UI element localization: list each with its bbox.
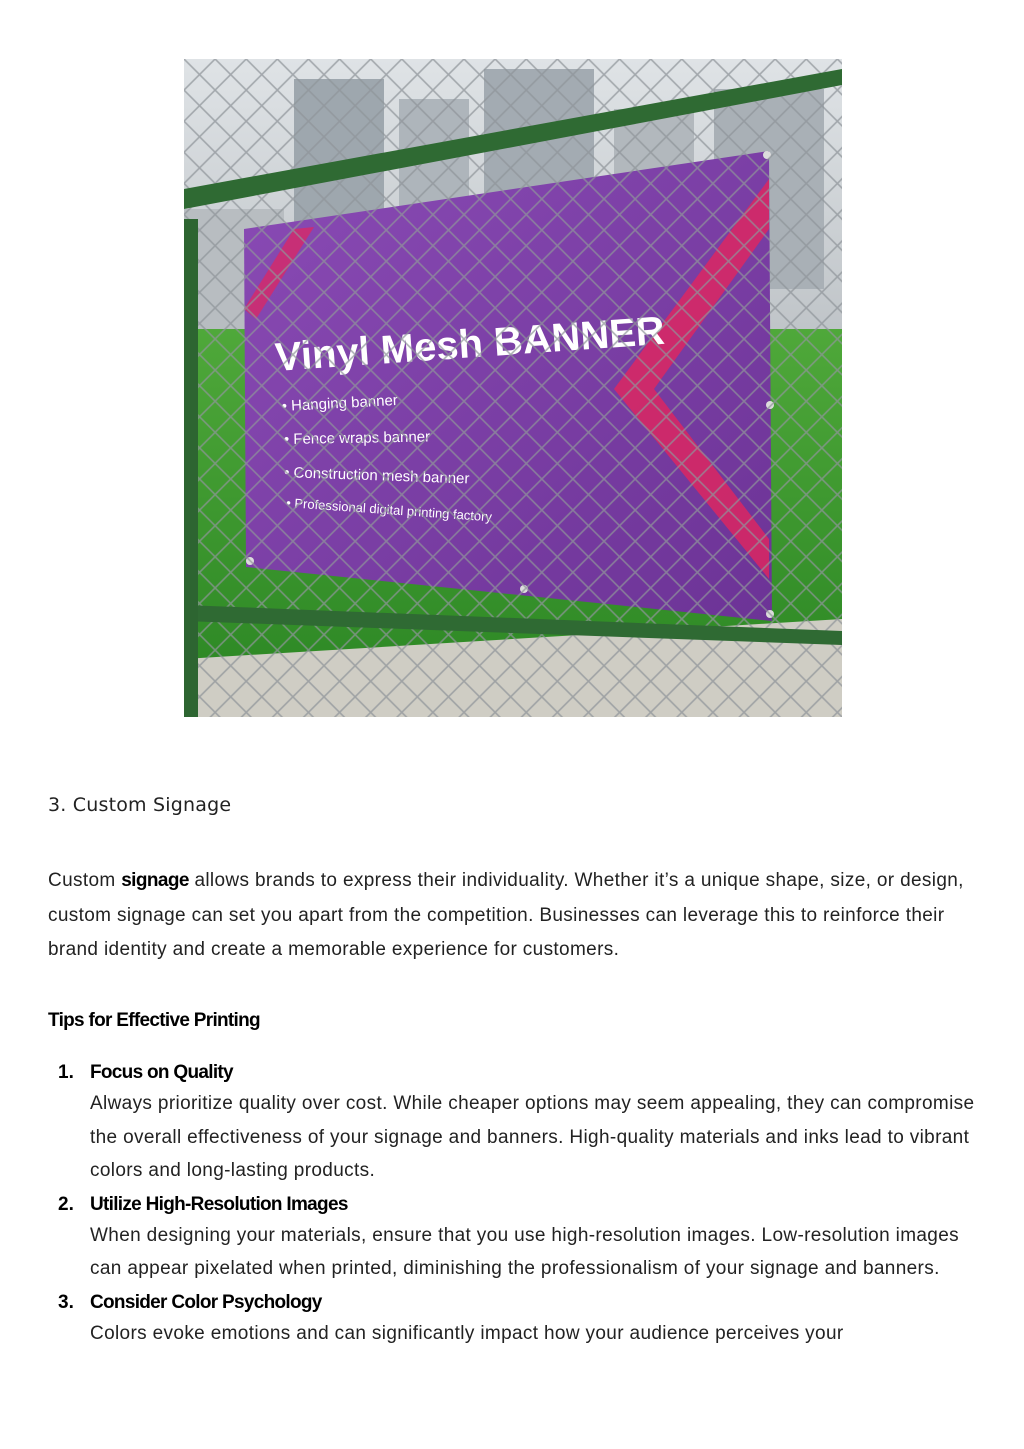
tip-item (48, 1190, 988, 1286)
para-text: allows brands to express their individuality. Whether it’s a unique shape, size, or design, custom signage can set you apart from the competition. Businesses can leverage this to reinforce their brand identity and create a memorable experience for customers. (48, 870, 964, 960)
tip-body: When designing your materials, ensure that you use high-resolution images. Low-resolution images can appear pixelated when printed, diminishing the professionalism of your signage and banners. (90, 1224, 959, 1279)
tip-item (48, 1288, 988, 1351)
section-heading: 3. Custom Signage (48, 794, 232, 816)
para-text: Custom (48, 870, 122, 891)
tip-body: Colors evoke emotions and can significantly impact how your audience perceives your (90, 1322, 844, 1344)
banner-photo (184, 59, 842, 717)
para-bold-keyword: signage (121, 870, 189, 891)
tip-title: Focus on Quality (90, 1062, 233, 1083)
section-paragraph (48, 864, 978, 968)
tip-number: 1. (58, 1062, 74, 1083)
tip-body: Always prioritize quality over cost. While cheaper options may seem appealing, they can compromise the overall effectiveness of your signage and banners. High-quality materials and inks lead to vibrant colors and long-lasting products. (90, 1093, 975, 1181)
tips-list (48, 1058, 988, 1350)
tip-item (48, 1058, 988, 1188)
tip-title: Consider Color Psychology (90, 1291, 322, 1313)
tip-number: 2. (58, 1193, 74, 1215)
tip-number: 3. (58, 1291, 74, 1313)
tips-heading: Tips for Effective Printing (48, 1010, 260, 1031)
tip-title: Utilize High-Resolution Images (90, 1193, 348, 1215)
